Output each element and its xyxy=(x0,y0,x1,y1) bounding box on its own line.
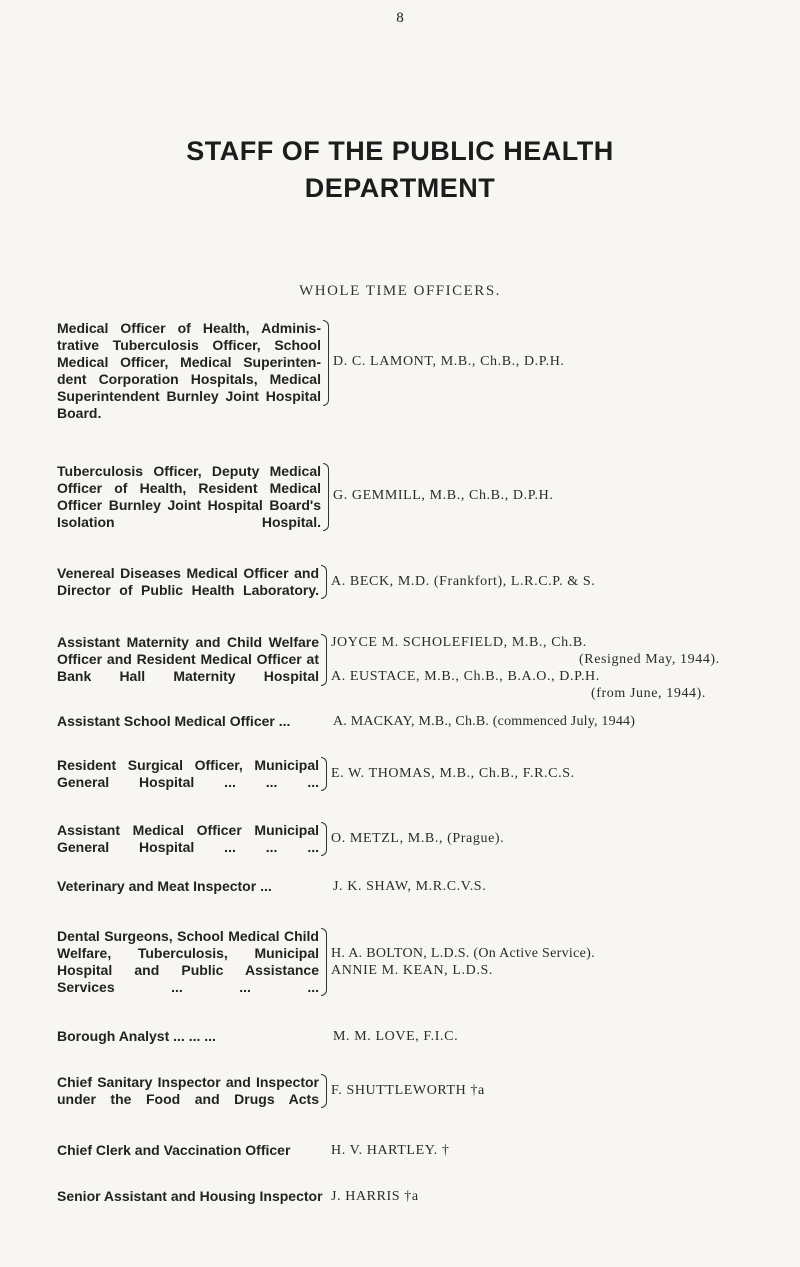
officer-name: E. W. THOMAS, M.B., Ch.B., F.R.C.S. xyxy=(331,766,575,781)
officer-name: H. V. HARTLEY. † xyxy=(331,1143,450,1158)
position-text: Senior Assistant and Housing Inspector xyxy=(57,1188,323,1204)
officer-name: J. HARRIS †a xyxy=(331,1189,419,1204)
officer-note: (Resigned May, 1944). xyxy=(579,652,720,667)
brace xyxy=(321,757,327,791)
position-text: Tuberculosis Officer, Deputy Medical Officer of Health, Resident Medical Officer Burnley Joint Hospital Board's Isolation Hospital. xyxy=(57,463,321,530)
officer-name: A. BECK, M.D. (Frankfort), L.R.C.P. & S. xyxy=(331,574,596,589)
position-text: Assistant Maternity and Child Welfare Officer and Resident Medical Officer at Bank Hall Maternity Hospital xyxy=(57,634,319,684)
position-text: Assistant Medical Officer Municipal General Hospital ... ... ... xyxy=(57,822,319,855)
brace xyxy=(321,928,327,996)
position-text: Borough Analyst ... ... ... xyxy=(57,1028,216,1044)
position-text: Chief Clerk and Vaccination Officer xyxy=(57,1142,291,1158)
section-subtitle: WHOLE TIME OFFICERS. xyxy=(299,283,501,299)
officer-name: F. SHUTTLEWORTH †a xyxy=(331,1083,485,1098)
brace xyxy=(323,320,329,406)
officer-name: O. METZL, M.B., (Prague). xyxy=(331,831,505,846)
officer-name: M. M. LOVE, F.I.C. xyxy=(333,1029,459,1044)
officer-name: G. GEMMILL, M.B., Ch.B., D.P.H. xyxy=(333,488,554,503)
position-text: Assistant School Medical Officer ... xyxy=(57,713,291,729)
officer-name: J. K. SHAW, M.R.C.V.S. xyxy=(333,879,487,894)
position-text: Chief Sanitary Inspector and Inspector under the Food and Drugs Acts xyxy=(57,1074,319,1107)
officer-name: A. MACKAY, M.B., Ch.B. (commenced July, 1944) xyxy=(333,714,636,729)
page-number: 8 xyxy=(396,10,404,26)
brace xyxy=(321,565,327,599)
officer-name: ANNIE M. KEAN, L.D.S. xyxy=(331,963,493,978)
position-text: Dental Surgeons, School Medical Child Welfare, Tuberculosis, Municipal Hospital and Public Assistance Services ... ... ... xyxy=(57,928,319,995)
page-title-line-2: DEPARTMENT xyxy=(304,173,496,203)
officer-name: A. EUSTACE, M.B., Ch.B., B.A.O., D.P.H. xyxy=(331,669,600,684)
officer-name: JOYCE M. SCHOLEFIELD, M.B., Ch.B. xyxy=(331,635,587,650)
officer-name: D. C. LAMONT, M.B., Ch.B., D.P.H. xyxy=(333,354,565,369)
brace xyxy=(321,822,327,856)
position-text: Medical Officer of Health, Adminis-trative Tuberculosis Officer, School Medical Officer, Medical Superinten-dent Corporation Hospitals, Medical Superintendent Burnley Joint Hospital Board. xyxy=(57,320,321,421)
position-text: Veterinary and Meat Inspector ... xyxy=(57,878,272,894)
position-text: Resident Surgical Officer, Municipal General Hospital ... ... ... xyxy=(57,757,319,790)
brace xyxy=(321,634,327,686)
position-text: Venereal Diseases Medical Officer and Director of Public Health Laboratory. xyxy=(57,565,319,598)
brace xyxy=(323,463,329,531)
officer-name: H. A. BOLTON, L.D.S. (On Active Service). xyxy=(331,946,595,961)
page-title: STAFF OF THE PUBLIC HEALTH xyxy=(186,136,614,166)
brace xyxy=(321,1074,327,1108)
officer-note: (from June, 1944). xyxy=(591,686,707,701)
